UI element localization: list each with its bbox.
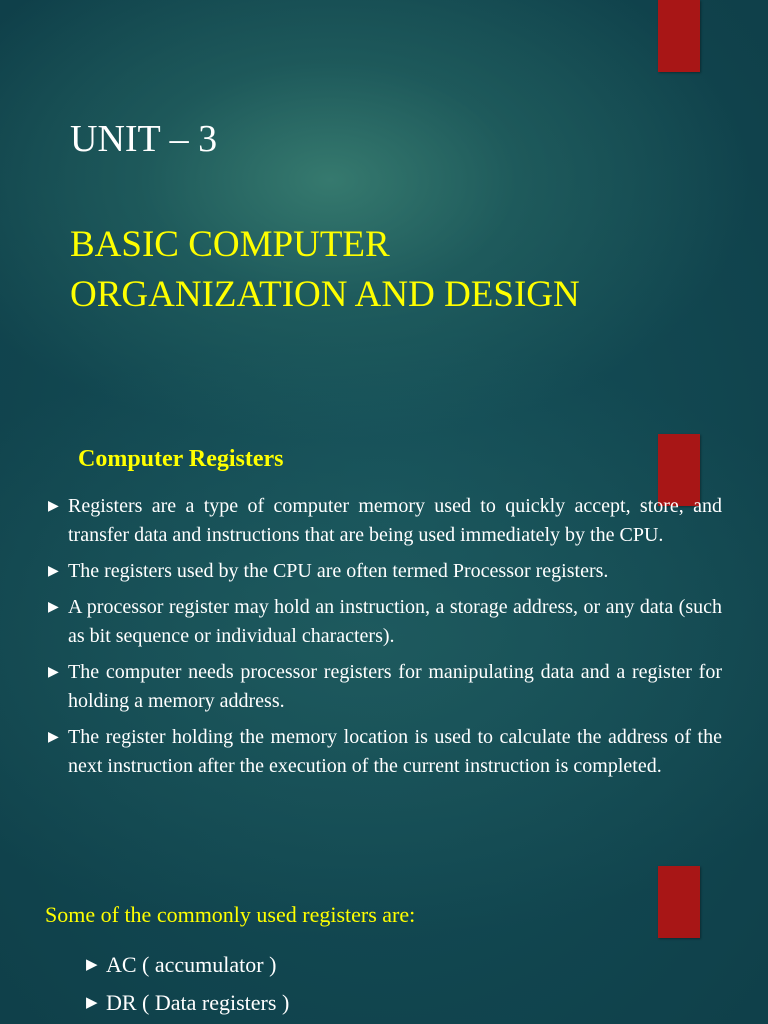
red-accent-bar: [658, 866, 700, 938]
list-item: [48, 593, 722, 651]
bullet-arrow-icon: ▶: [48, 564, 59, 579]
main-title-line-2: ORGANIZATION AND DESIGN: [70, 274, 580, 315]
bullet-arrow-icon: ▶: [48, 499, 59, 514]
bullet-text: The registers used by the CPU are often termed Processor registers.: [68, 560, 609, 582]
main-title-line-1: BASIC COMPUTER: [70, 224, 390, 265]
list-item: [48, 557, 722, 586]
list-item: [86, 984, 289, 1022]
bullet-arrow-icon: ▶: [48, 600, 59, 615]
bullet-list: [48, 492, 722, 788]
register-list: [86, 946, 289, 1022]
list-item: [48, 492, 722, 550]
register-name: AC ( accumulator ): [106, 952, 277, 977]
bullet-text: The register holding the memory location is used to calculate the address of the next instruction after the execution of the current instruction is completed.: [68, 726, 722, 777]
register-name: DR ( Data registers ): [106, 990, 290, 1015]
bullet-arrow-icon: ▶: [86, 957, 98, 973]
section-heading: Computer Registers: [78, 446, 284, 472]
slide-common-registers: [0, 862, 768, 1024]
bullet-arrow-icon: ▶: [48, 730, 59, 745]
section-heading: Some of the commonly used registers are:: [45, 902, 416, 927]
slide-computer-registers: [0, 430, 768, 862]
list-item: [86, 946, 289, 984]
bullet-text: The computer needs processor registers for manipulating data and a register for holding a memory address.: [68, 661, 722, 712]
unit-title: UNIT – 3: [70, 118, 218, 160]
bullet-arrow-icon: ▶: [86, 995, 98, 1011]
red-accent-bar: [658, 0, 700, 72]
bullet-arrow-icon: ▶: [48, 665, 59, 680]
bullet-text: Registers are a type of computer memory used to quickly accept, store, and transfer data and instructions that are being used immediately by the CPU.: [68, 495, 722, 546]
bullet-text: A processor register may hold an instruction, a storage address, or any data (such as bit sequence or individual characters).: [68, 596, 722, 647]
list-item: [48, 658, 722, 716]
main-title: [70, 220, 710, 320]
list-item: [48, 723, 722, 781]
slide-title: [0, 0, 768, 430]
